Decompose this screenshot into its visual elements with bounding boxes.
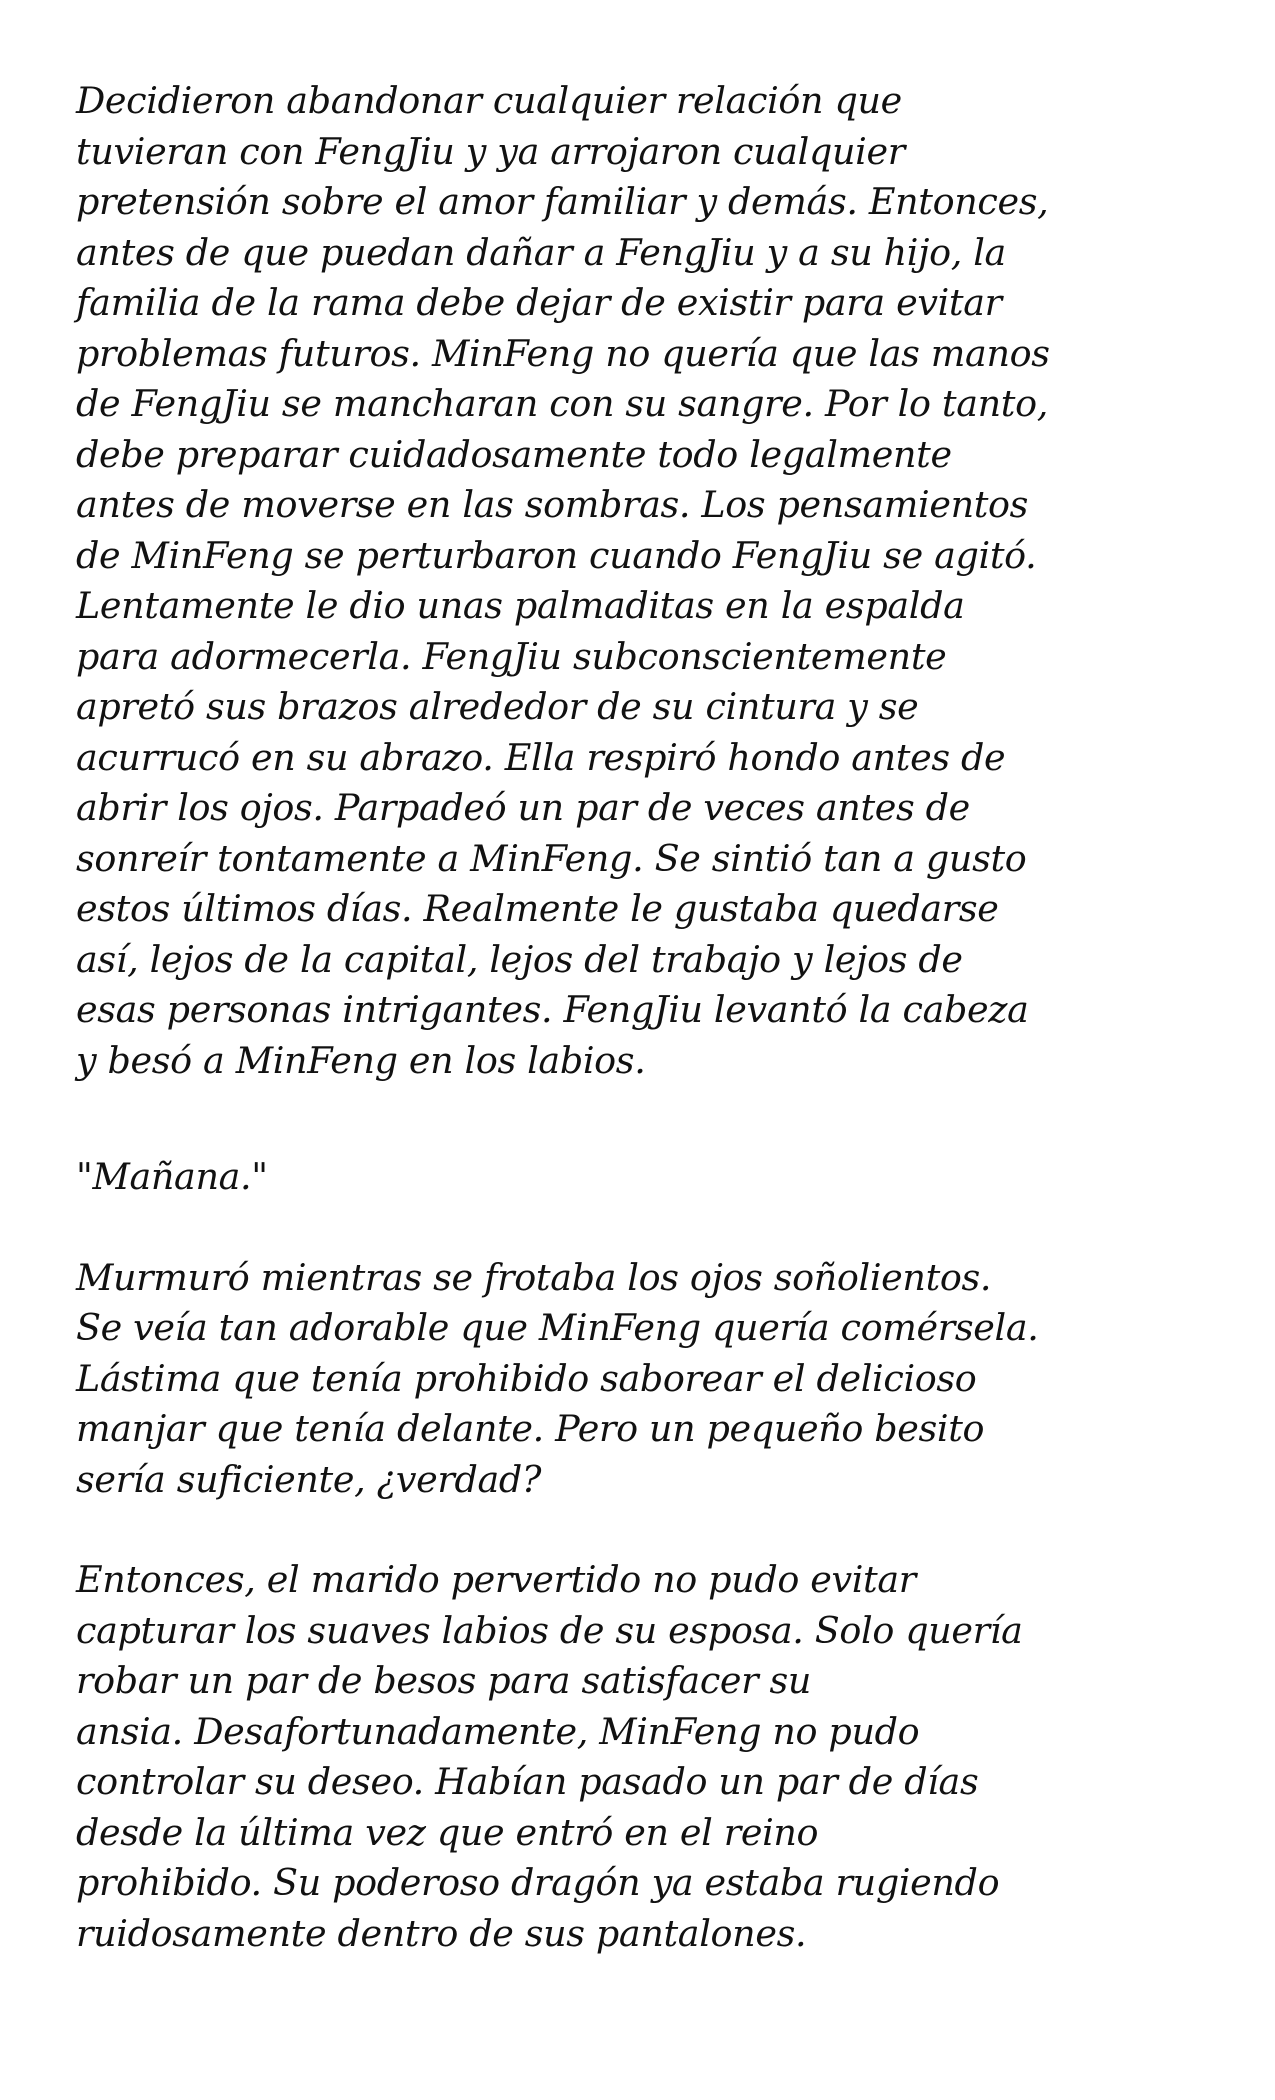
text-line: abrir los ojos. Parpadeó un par de veces antes de xyxy=(76,786,970,829)
text-line: controlar su deseo. Habían pasado un par de días xyxy=(76,1760,979,1803)
paragraph-1 xyxy=(76,76,1206,1086)
text-line: ansia. Desafortunadamente, MinFeng no pudo xyxy=(76,1709,920,1753)
text-line: pretensión sobre el amor familiar y demás. Entonces, xyxy=(76,180,1049,223)
text-line: para adormecerla. FengJiu subconscientemente xyxy=(76,634,947,678)
text-line: acurrucó en su abrazo. Ella respiró hondo antes de xyxy=(76,735,1006,779)
text-line: estos últimos días. Realmente le gustaba quedarse xyxy=(76,887,999,930)
text-line: antes de que puedan dañar a FengJiu y a su hijo, la xyxy=(76,230,1006,274)
text-line: sería suficiente, ¿verdad? xyxy=(76,1457,542,1501)
text-line: Decidieron abandonar cualquier relación que xyxy=(76,79,902,122)
text-line: de MinFeng se perturbaron cuando FengJiu se agitó. xyxy=(76,533,1037,577)
text-line: prohibido. Su poderoso dragón ya estaba rugiendo xyxy=(76,1861,1000,1904)
text-line: Entonces, el marido pervertido no pudo evitar xyxy=(76,1558,916,1601)
text-line: "Mañana." xyxy=(76,1155,268,1198)
text-line: robar un par de besos para satisfacer su xyxy=(76,1659,812,1702)
text-line: problemas futuros. MinFeng no quería que las manos xyxy=(76,331,1050,375)
text-line: apretó sus brazos alrededor de su cintura y se xyxy=(76,685,919,728)
text-line: ruidosamente dentro de sus pantalones. xyxy=(76,1911,807,1955)
text-line: tuvieran con FengJiu y ya arrojaron cualquier xyxy=(76,129,905,173)
text-line: y besó a MinFeng en los labios. xyxy=(76,1038,646,1082)
text-line: Murmuró mientras se frotaba los ojos soñolientos. xyxy=(76,1255,992,1299)
text-line: desde la última vez que entró en el reino xyxy=(76,1810,819,1854)
paragraph-3 xyxy=(76,1253,1206,1506)
text-line: debe preparar cuidadosamente todo legalmente xyxy=(76,432,952,476)
text-line: de FengJiu se mancharan con su sangre. Por lo tanto, xyxy=(76,382,1048,425)
text-line: Lástima que tenía prohibido saborear el delicioso xyxy=(76,1356,977,1400)
text-line: así, lejos de la capital, lejos del trabajo y lejos de xyxy=(76,937,963,981)
text-line: antes de moverse en las sombras. Los pensamientos xyxy=(76,483,1029,526)
paragraph-4 xyxy=(76,1555,1206,1959)
document-page xyxy=(76,76,1206,1959)
text-line: familia de la rama debe dejar de existir para evitar xyxy=(76,281,1002,324)
text-line: capturar los suaves labios de su esposa. Solo quería xyxy=(76,1608,1023,1652)
text-line: Se veía tan adorable que MinFeng quería comérsela. xyxy=(76,1306,1039,1349)
text-line: esas personas intrigantes. FengJiu levantó la cabeza xyxy=(76,988,1029,1031)
text-line: sonreír tontamente a MinFeng. Se sintió tan a gusto xyxy=(76,836,1027,880)
text-line: manjar que tenía delante. Pero un pequeño besito xyxy=(76,1407,985,1450)
text-line: Lentamente le dio unas palmaditas en la espalda xyxy=(76,584,965,627)
paragraph-2-dialogue xyxy=(76,1152,1206,1203)
